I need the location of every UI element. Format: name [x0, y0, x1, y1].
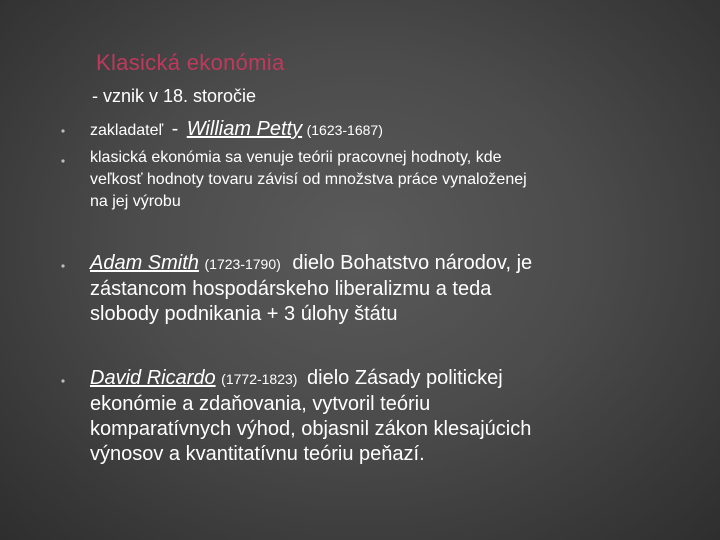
bullet-icon	[60, 263, 66, 269]
founder-name: William Petty	[186, 118, 303, 140]
bullet-item-david-ricardo	[90, 366, 531, 467]
founder-dash: -	[171, 118, 179, 140]
ricardo-line: ekonómie a zdaňovania, vytvoril teóriu	[90, 393, 431, 415]
ricardo-years: (1772-1823)	[221, 371, 298, 387]
founder-years: (1623-1687)	[306, 122, 383, 138]
definition-line: klasická ekonómia sa venuje teórii pracovnej hodnoty, kde	[90, 149, 502, 166]
ricardo-name: David Ricardo	[90, 367, 216, 389]
bullet-icon	[60, 158, 66, 164]
definition-line: na jej výrobu	[90, 193, 181, 210]
smith-line: zástancom hospodárskeho liberalizmu a teda	[90, 278, 492, 300]
bullet-icon	[60, 128, 66, 134]
slide-title: Klasická ekonómia	[96, 50, 285, 75]
smith-name: Adam Smith	[90, 252, 199, 274]
bullet-item-founder	[90, 118, 383, 142]
smith-years: (1723-1790)	[204, 256, 281, 272]
bullet-item-definition	[90, 147, 527, 213]
ricardo-line: komparatívnych výhod, objasnil zákon klesajúcich	[90, 418, 532, 440]
founder-label: zakladateľ	[90, 122, 164, 139]
slide-subtitle: - vznik v 18. storočie	[92, 86, 257, 106]
smith-line: slobody podnikania + 3 úlohy štátu	[90, 303, 398, 325]
definition-line: veľkosť hodnoty tovaru závisí od množstva práce vynaloženej	[90, 171, 527, 188]
ricardo-line: výnosov a kvantitatívnu teóriu peňazí.	[90, 443, 425, 465]
bullet-icon	[60, 378, 66, 384]
ricardo-text: dielo Zásady politickej	[307, 367, 503, 389]
bullet-item-adam-smith	[90, 251, 532, 327]
smith-text: dielo Bohatstvo národov, je	[292, 252, 533, 274]
